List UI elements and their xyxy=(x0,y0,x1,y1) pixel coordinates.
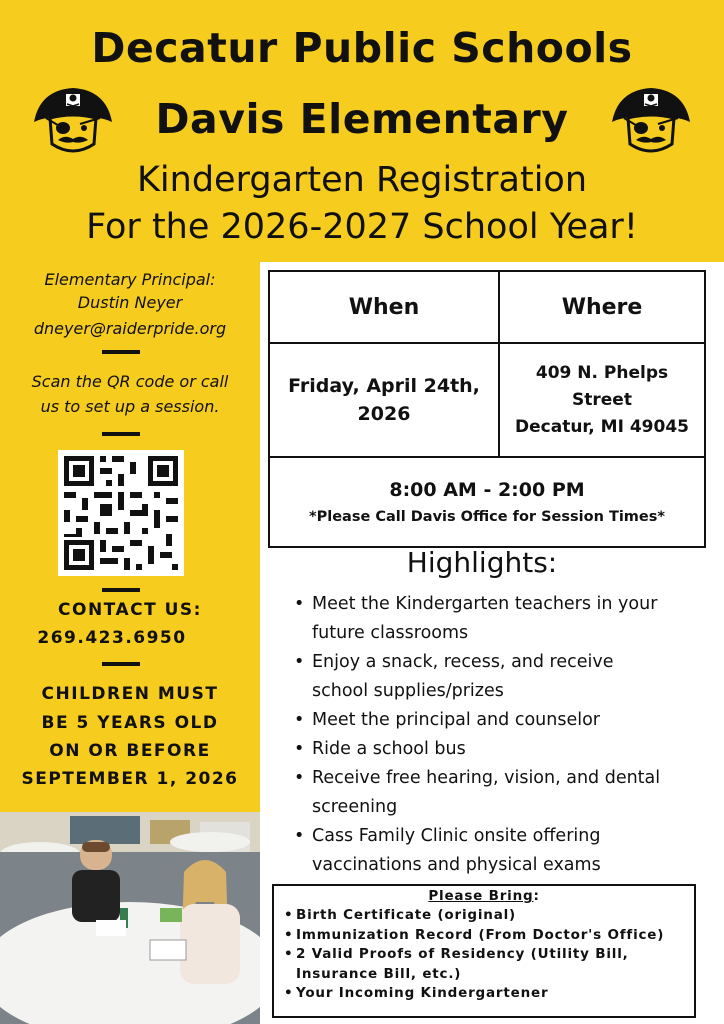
list-item: • Your Incoming Kindergartener xyxy=(284,984,694,1004)
where-header: Where xyxy=(500,272,704,344)
divider xyxy=(102,432,140,436)
school-year-title: For the 2026-2027 School Year! xyxy=(86,207,638,247)
list-item: • Immunization Record (From Doctor's Office) xyxy=(284,926,694,946)
qr-code-icon[interactable] xyxy=(58,450,184,576)
highlights-title: Highlights: xyxy=(406,546,558,579)
district-title: Decatur Public Schools xyxy=(91,24,633,72)
list-item: • Birth Certificate (original) xyxy=(284,906,694,926)
list-item: • Receive free hearing, vision, and dental screening xyxy=(292,764,702,822)
list-item: • Meet the Kindergarten teachers in your future classrooms xyxy=(292,590,702,648)
event-date xyxy=(270,344,500,458)
bullet: • xyxy=(284,907,294,923)
event-address xyxy=(500,344,704,458)
age-requirement-line4: SEPTEMBER 1, 2026 xyxy=(21,769,239,789)
list-item: • 2 Valid Proofs of Residency (Utility Bill, Insurance Bill, etc.) xyxy=(284,946,629,982)
list-item: • Enjoy a snack, recess, and receive school supplies/prizes xyxy=(292,648,702,706)
event-title: Kindergarten Registration xyxy=(136,160,588,200)
bullet: • xyxy=(284,946,294,962)
when-header: When xyxy=(270,272,500,344)
header-banner xyxy=(0,0,724,262)
session-note: *Please Call Davis Office for Session Times* xyxy=(309,509,665,525)
divider xyxy=(102,350,140,354)
bullet: • xyxy=(294,652,305,672)
address-line2: Street xyxy=(572,389,632,410)
bullet: • xyxy=(294,768,305,788)
event-time-range: 8:00 AM - 2:00 PM xyxy=(389,479,585,501)
schedule-table xyxy=(268,270,706,548)
list-item: • Ride a school bus xyxy=(292,735,702,764)
event-date-line2: 2026 xyxy=(357,403,411,425)
school-title: Davis Elementary xyxy=(155,95,569,143)
bullet: • xyxy=(284,985,294,1001)
bullet: • xyxy=(294,739,305,759)
classroom-photo xyxy=(0,812,260,1024)
scan-instructions-line1: Scan the QR code or call xyxy=(31,372,229,391)
principal-name: Dustin Neyer xyxy=(77,293,183,312)
address-line3: Decatur, MI 49045 xyxy=(515,416,689,437)
age-requirement-line1: CHILDREN MUST xyxy=(41,684,219,704)
pirate-mascot-icon xyxy=(30,82,116,162)
contact-label: CONTACT US: xyxy=(58,600,202,620)
age-requirement-line2: BE 5 YEARS OLD xyxy=(41,713,219,733)
details-panel xyxy=(260,262,724,1024)
divider xyxy=(102,662,140,666)
pirate-mascot-icon xyxy=(608,82,694,162)
list-item: • Meet the principal and counselor xyxy=(292,706,702,735)
scan-instructions-line2: us to set up a session. xyxy=(40,397,220,416)
bullet: • xyxy=(284,926,294,943)
principal-email[interactable]: dneyer@raiderpride.org xyxy=(33,319,227,338)
principal-label: Elementary Principal: xyxy=(44,270,216,289)
list-item: • Cass Family Clinic onsite offering vaccinations and physical exams xyxy=(292,822,702,880)
bullet: • xyxy=(294,594,305,614)
highlights-list xyxy=(292,590,702,880)
address-line1: 409 N. Phelps xyxy=(535,362,669,383)
please-bring-list xyxy=(274,906,694,1004)
please-bring-title: Please Bring: xyxy=(428,888,540,904)
age-requirement-line3: ON OR BEFORE xyxy=(49,741,211,761)
bullet: • xyxy=(294,826,305,846)
please-bring-box xyxy=(272,884,696,1018)
contact-phone[interactable]: 269.423.6950 xyxy=(37,628,187,648)
event-time xyxy=(270,458,704,546)
event-date-line1: Friday, April 24th, xyxy=(288,375,480,397)
bullet: • xyxy=(294,710,305,730)
divider xyxy=(102,588,140,592)
